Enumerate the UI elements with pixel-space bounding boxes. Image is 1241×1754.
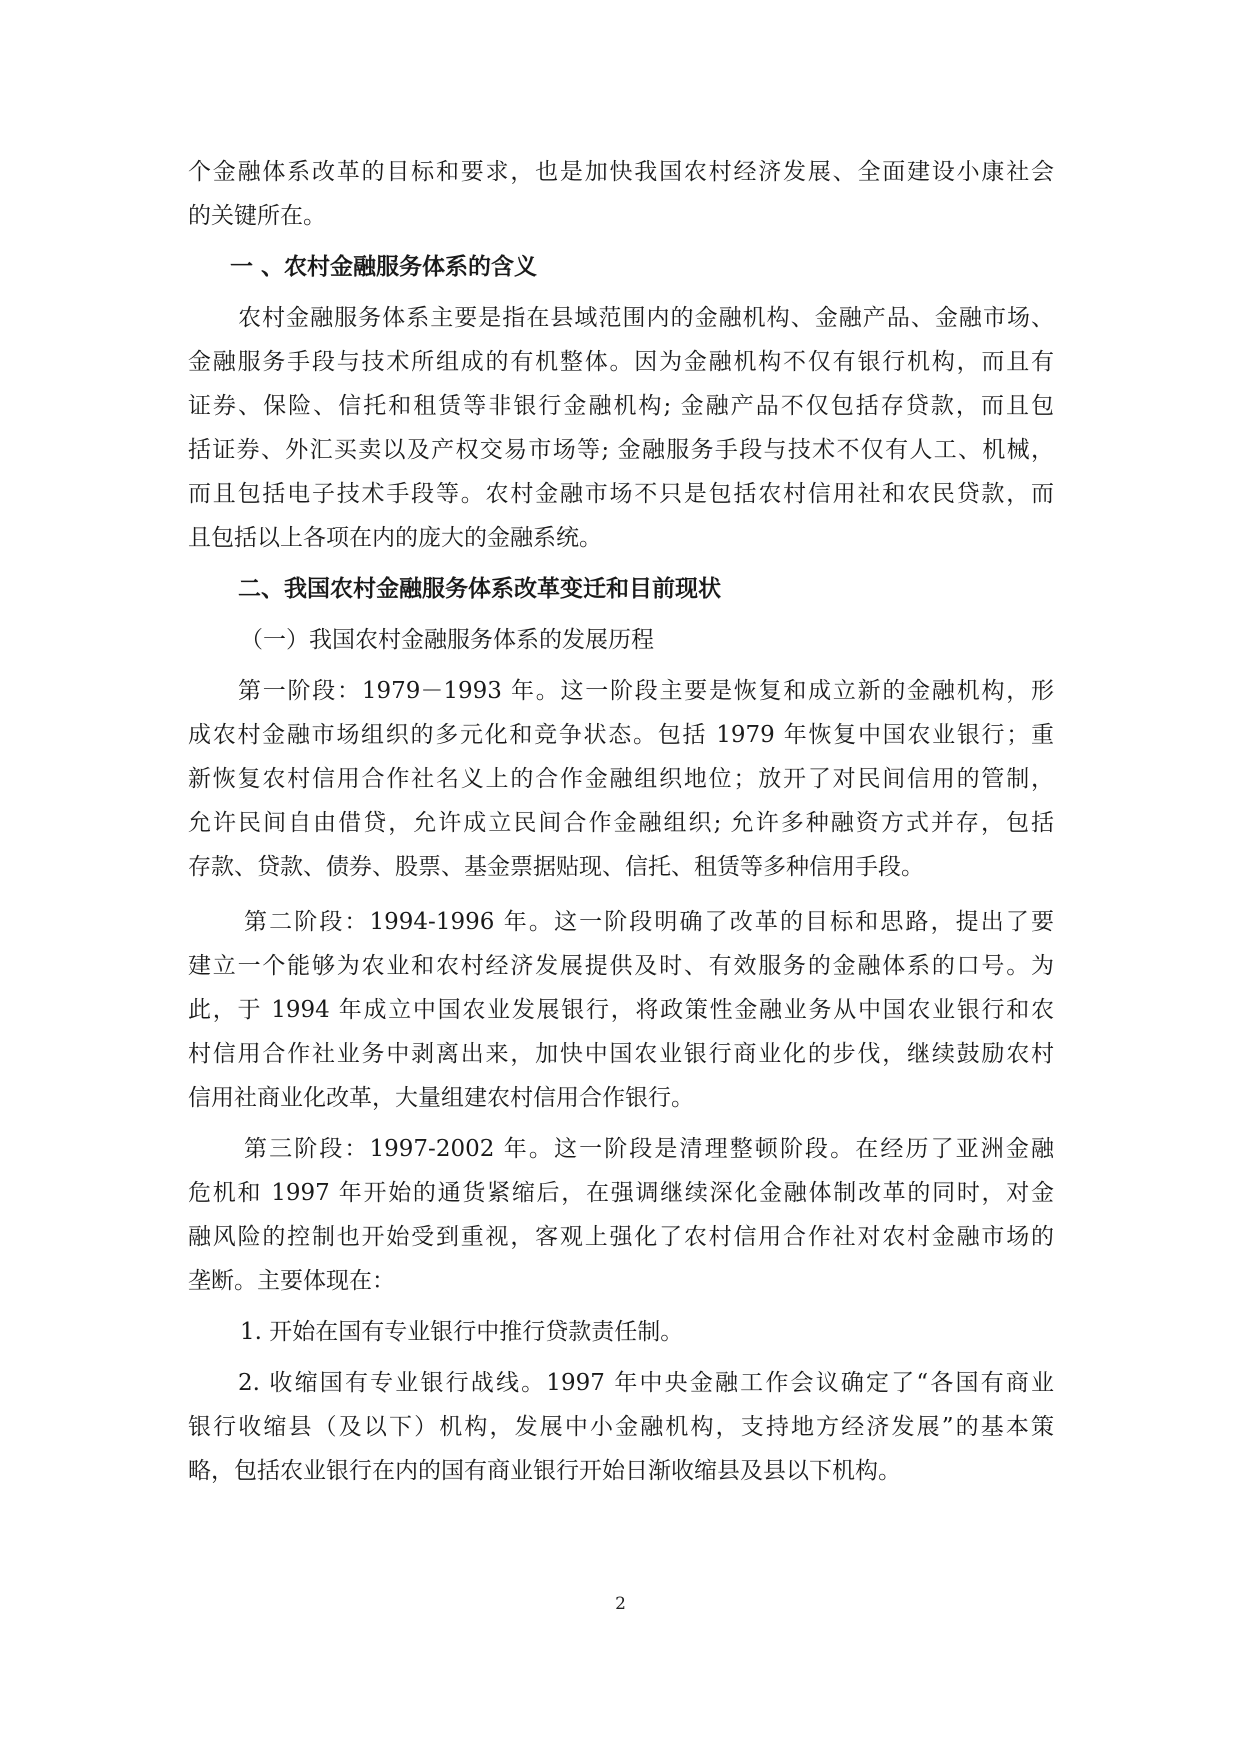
text-line: 略，包括农业银行在内的国有商业银行开始日渐收缩县及县以下机构。 (188, 1458, 901, 1484)
subsection-heading: （一）我国农村金融服务体系的发展历程 (240, 627, 654, 653)
text-line: 且包括以上各项在内的庞大的金融系统。 (188, 525, 602, 551)
text-line: 此，于 1994 年成立中国农业发展银行，将政策性金融业务从中国农业银行和农 (188, 997, 1054, 1023)
list-item-1: 1. 开始在国有专业银行中推行贷款责任制。 (240, 1319, 684, 1345)
text-line: 金融服务手段与技术所组成的有机整体。因为金融机构不仅有银行机构，而且有 (188, 349, 1054, 375)
section-heading-1: 一 、农村金融服务体系的含义 (230, 254, 538, 280)
text-line: 第三阶段：1997-2002 年。这一阶段是清理整顿阶段。在经历了亚洲金融 (244, 1136, 1054, 1162)
text-line: 允许民间自由借贷，允许成立民间合作金融组织; 允许多种融资方式并存，包括 (188, 810, 1054, 836)
text-line: 2. 收缩国有专业银行战线。1997 年中央金融工作会议确定了“各国有商业 (238, 1370, 1054, 1396)
intro-paragraph (188, 150, 1054, 238)
stage2-paragraph (188, 900, 1054, 1120)
text-line: 的关键所在。 (188, 203, 326, 229)
text-line: 证券、保险、信托和租赁等非银行金融机构; 金融产品不仅包括存贷款，而且包 (188, 393, 1054, 419)
text-line: 成农村金融市场组织的多元化和竞争状态。包括 1979 年恢复中国农业银行；重 (188, 722, 1054, 748)
page-number: 2 (615, 1594, 626, 1614)
stage3-paragraph (188, 1127, 1054, 1303)
text-line: 存款、贷款、债券、股票、基金票据贴现、信托、租赁等多种信用手段。 (188, 854, 924, 880)
stage1-paragraph (188, 669, 1054, 889)
text-line: 危机和 1997 年开始的通货紧缩后，在强调继续深化金融体制改革的同时，对金 (188, 1180, 1054, 1206)
document-page (188, 150, 1054, 1493)
text-line: 而且包括电子技术手段等。农村金融市场不只是包括农村信用社和农民贷款，而 (188, 481, 1054, 507)
text-line: 垄断。主要体现在： (188, 1268, 395, 1294)
text-line: 个金融体系改革的目标和要求，也是加快我国农村经济发展、全面建设小康社会 (188, 159, 1054, 185)
text-line: 括证券、外汇买卖以及产权交易市场等; 金融服务手段与技术不仅有人工、机械， (188, 437, 1054, 463)
text-line: 第二阶段：1994-1996 年。这一阶段明确了改革的目标和思路，提出了要 (244, 909, 1054, 935)
text-line: 第一阶段：1979－1993 年。这一阶段主要是恢复和成立新的金融机构，形 (238, 678, 1054, 704)
text-line: 建立一个能够为农业和农村经济发展提供及时、有效服务的金融体系的口号。为 (188, 953, 1054, 979)
section1-paragraph (188, 296, 1054, 560)
text-line: 农村金融服务体系主要是指在县域范围内的金融机构、金融产品、金融市场、 (238, 305, 1054, 331)
text-line: 新恢复农村信用合作社名义上的合作金融组织地位；放开了对民间信用的管制， (188, 766, 1054, 792)
text-line: 信用社商业化改革，大量组建农村信用合作银行。 (188, 1085, 694, 1111)
text-line: 村信用合作社业务中剥离出来，加快中国农业银行商业化的步伐，继续鼓励农村 (188, 1041, 1054, 1067)
text-line: 融风险的控制也开始受到重视，客观上强化了农村信用合作社对农村金融市场的 (188, 1224, 1054, 1250)
list-item-2 (188, 1361, 1054, 1493)
section-heading-2: 二、我国农村金融服务体系改革变迁和目前现状 (238, 576, 721, 602)
text-line: 银行收缩县（及以下）机构，发展中小金融机构，支持地方经济发展”的基本策 (188, 1414, 1054, 1440)
